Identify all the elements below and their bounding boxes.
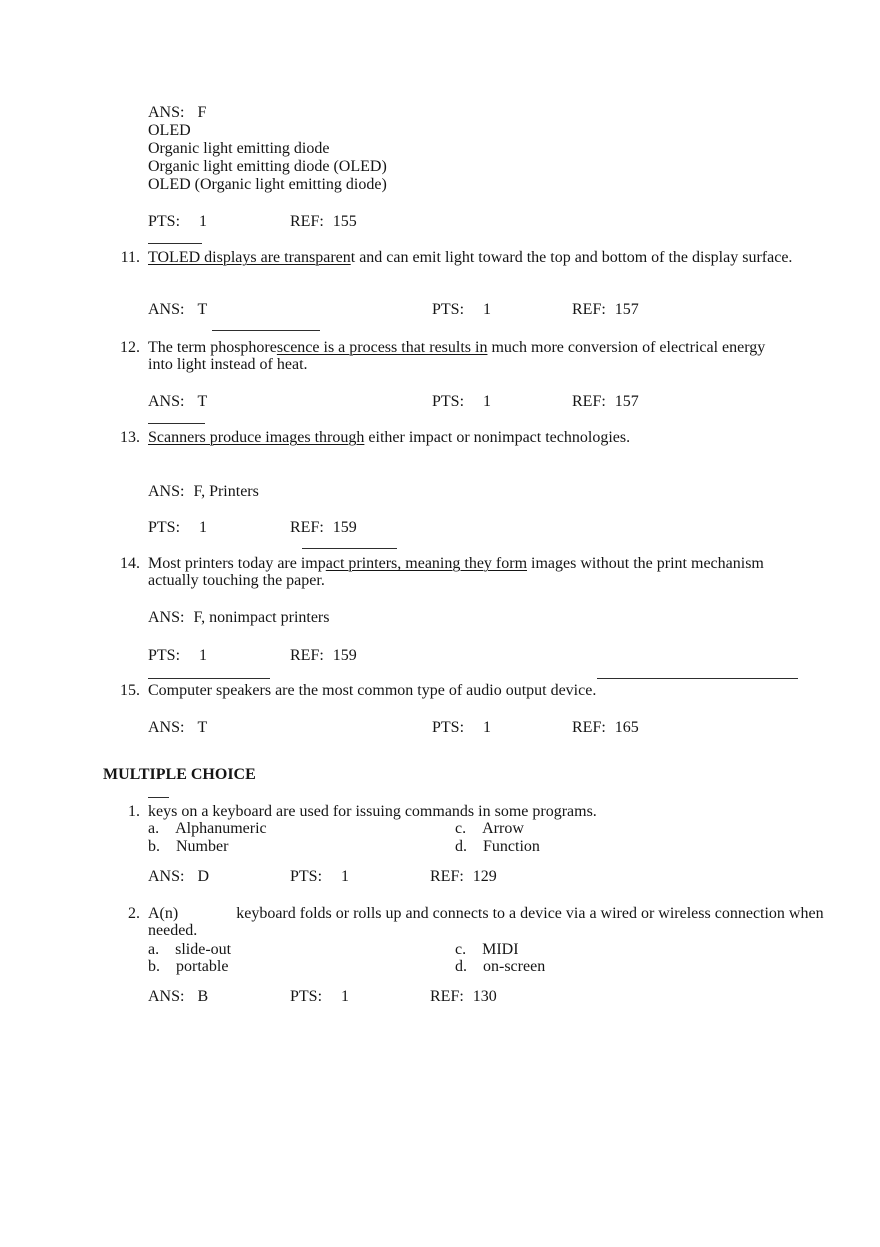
option-label: slide-out — [175, 941, 232, 958]
pts-field — [432, 719, 491, 737]
blank-line — [148, 797, 169, 798]
ref-value: 157 — [614, 393, 639, 410]
answer-value: F — [197, 104, 207, 121]
pts-value: 1 — [199, 647, 208, 664]
option-c — [455, 820, 524, 838]
option-d — [455, 838, 540, 856]
ref-field — [290, 213, 357, 231]
question-text-line2: actually touching the paper. — [148, 572, 325, 589]
option-letter: a. — [148, 820, 160, 837]
question-text: keys on a keyboard are used for issuing commands in some programs. — [148, 803, 597, 820]
question-text-line2: needed. — [148, 922, 198, 939]
ref-label: REF: — [430, 988, 464, 1005]
underlined-phrase: Scanners produce images through — [148, 429, 365, 446]
pts-label: PTS: — [148, 647, 181, 664]
underlined-phrase: TOLED displays are transparen — [148, 249, 351, 266]
answer-label: ANS: — [148, 988, 185, 1005]
ref-field — [430, 868, 497, 886]
ref-value: 129 — [472, 868, 497, 885]
answer-label: ANS: — [148, 483, 185, 500]
question-text: TOLED displays are transparent and can emit light toward the top and bottom of the display surface. — [148, 249, 793, 266]
question-text: A(n) keyboard folds or rolls up and connects to a device via a wired or wireless connection when — [148, 905, 824, 922]
pts-field — [290, 868, 349, 886]
answer-field — [148, 393, 207, 411]
option-letter: b. — [148, 958, 160, 975]
ref-value: 157 — [614, 301, 639, 318]
pts-label: PTS: — [148, 213, 181, 230]
blank-line — [148, 678, 270, 679]
blank-line — [148, 423, 205, 424]
answer-value: B — [197, 988, 209, 1005]
answer-label: ANS: — [148, 868, 185, 885]
ref-label: REF: — [572, 719, 606, 736]
pts-field — [148, 519, 207, 537]
answer-label: ANS: — [148, 719, 185, 736]
ref-label: REF: — [290, 519, 324, 536]
ref-field — [572, 719, 639, 737]
question-number: 1. — [128, 803, 140, 820]
option-letter: c. — [455, 941, 467, 958]
pts-value: 1 — [341, 988, 350, 1005]
ref-field — [290, 519, 357, 537]
option-b — [148, 838, 228, 856]
question-text: The term phosphorescence is a process that results in much more conversion of electrical energy — [148, 339, 766, 356]
ref-field — [290, 647, 357, 665]
ref-value: 159 — [332, 647, 357, 664]
answer-value: F, Printers — [193, 483, 259, 500]
pts-value: 1 — [483, 719, 492, 736]
option-c — [455, 941, 519, 959]
option-letter: a. — [148, 941, 160, 958]
option-letter: d. — [455, 838, 467, 855]
answer-field — [148, 483, 259, 501]
option-d — [455, 958, 545, 976]
ref-label: REF: — [572, 393, 606, 410]
pts-field — [432, 393, 491, 411]
pts-value: 1 — [483, 301, 492, 318]
blank-line — [302, 548, 397, 549]
pts-value: 1 — [199, 213, 208, 230]
option-letter: b. — [148, 838, 160, 855]
ref-value: 155 — [332, 213, 357, 230]
question-number: 15. — [120, 682, 140, 699]
ref-value: 159 — [332, 519, 357, 536]
option-label: Function — [483, 838, 540, 855]
question-number: 13. — [120, 429, 140, 446]
pts-value: 1 — [199, 519, 208, 536]
ref-field — [430, 988, 497, 1006]
answer-field — [148, 301, 207, 319]
answer-label: ANS: — [148, 393, 185, 410]
ref-label: REF: — [430, 868, 464, 885]
pts-label: PTS: — [432, 719, 465, 736]
question-number: 11. — [120, 249, 140, 266]
underlined-phrase: scence is a process that results in — [276, 339, 488, 356]
pts-label: PTS: — [148, 519, 181, 536]
answer-value: T — [197, 301, 208, 318]
answer-detail-line: OLED (Organic light emitting diode) — [148, 176, 387, 193]
question-text-line2: into light instead of heat. — [148, 356, 308, 373]
pts-label: PTS: — [290, 868, 323, 885]
option-label: Arrow — [482, 820, 524, 837]
answer-detail-line: Organic light emitting diode (OLED) — [148, 158, 387, 175]
question-text: Most printers today are impact printers, meaning they form images without the print mechanism — [148, 555, 764, 572]
ref-label: REF: — [290, 647, 324, 664]
option-a — [148, 941, 231, 959]
pts-value: 1 — [341, 868, 350, 885]
option-letter: c. — [455, 820, 467, 837]
pts-label: PTS: — [432, 393, 465, 410]
ref-label: REF: — [290, 213, 324, 230]
answer-value: D — [197, 868, 210, 885]
pts-field — [148, 213, 207, 231]
option-label: Alphanumeric — [175, 820, 267, 837]
question-text: Computer speakers are the most common type of audio output device. — [148, 682, 597, 699]
answer-value: T — [197, 393, 208, 410]
answer-detail-line: OLED — [148, 122, 191, 139]
section-heading: MULTIPLE CHOICE — [103, 766, 256, 783]
answer-field — [148, 609, 329, 627]
option-label: MIDI — [482, 941, 519, 958]
answer-field — [148, 988, 208, 1006]
option-a — [148, 820, 267, 838]
answer-value: F, nonimpact printers — [193, 609, 330, 626]
option-label: portable — [176, 958, 229, 975]
answer-label: ANS: — [148, 104, 185, 121]
blank-line — [148, 243, 202, 244]
answer-field — [148, 719, 207, 737]
underlined-phrase: act printers, meaning they form — [325, 555, 528, 572]
pts-value: 1 — [483, 393, 492, 410]
answer-line — [148, 104, 206, 122]
blank-line — [212, 330, 320, 331]
pts-field — [432, 301, 491, 319]
ref-field — [572, 393, 639, 411]
answer-detail-line: Organic light emitting diode — [148, 140, 330, 157]
option-label: Number — [176, 838, 229, 855]
option-b — [148, 958, 228, 976]
pts-field — [148, 647, 207, 665]
ref-value: 130 — [472, 988, 497, 1005]
question-text: Scanners produce images through either impact or nonimpact technologies. — [148, 429, 631, 446]
pts-field — [290, 988, 349, 1006]
answer-label: ANS: — [148, 301, 185, 318]
blank-line — [597, 678, 798, 679]
question-number: 12. — [120, 339, 140, 356]
pts-label: PTS: — [432, 301, 465, 318]
question-number: 14. — [120, 555, 140, 572]
answer-field — [148, 868, 209, 886]
option-label: on-screen — [483, 958, 546, 975]
ref-field — [572, 301, 639, 319]
option-letter: d. — [455, 958, 467, 975]
pts-label: PTS: — [290, 988, 323, 1005]
question-number: 2. — [128, 905, 140, 922]
ref-label: REF: — [572, 301, 606, 318]
answer-value: T — [197, 719, 208, 736]
ref-value: 165 — [614, 719, 639, 736]
answer-label: ANS: — [148, 609, 185, 626]
